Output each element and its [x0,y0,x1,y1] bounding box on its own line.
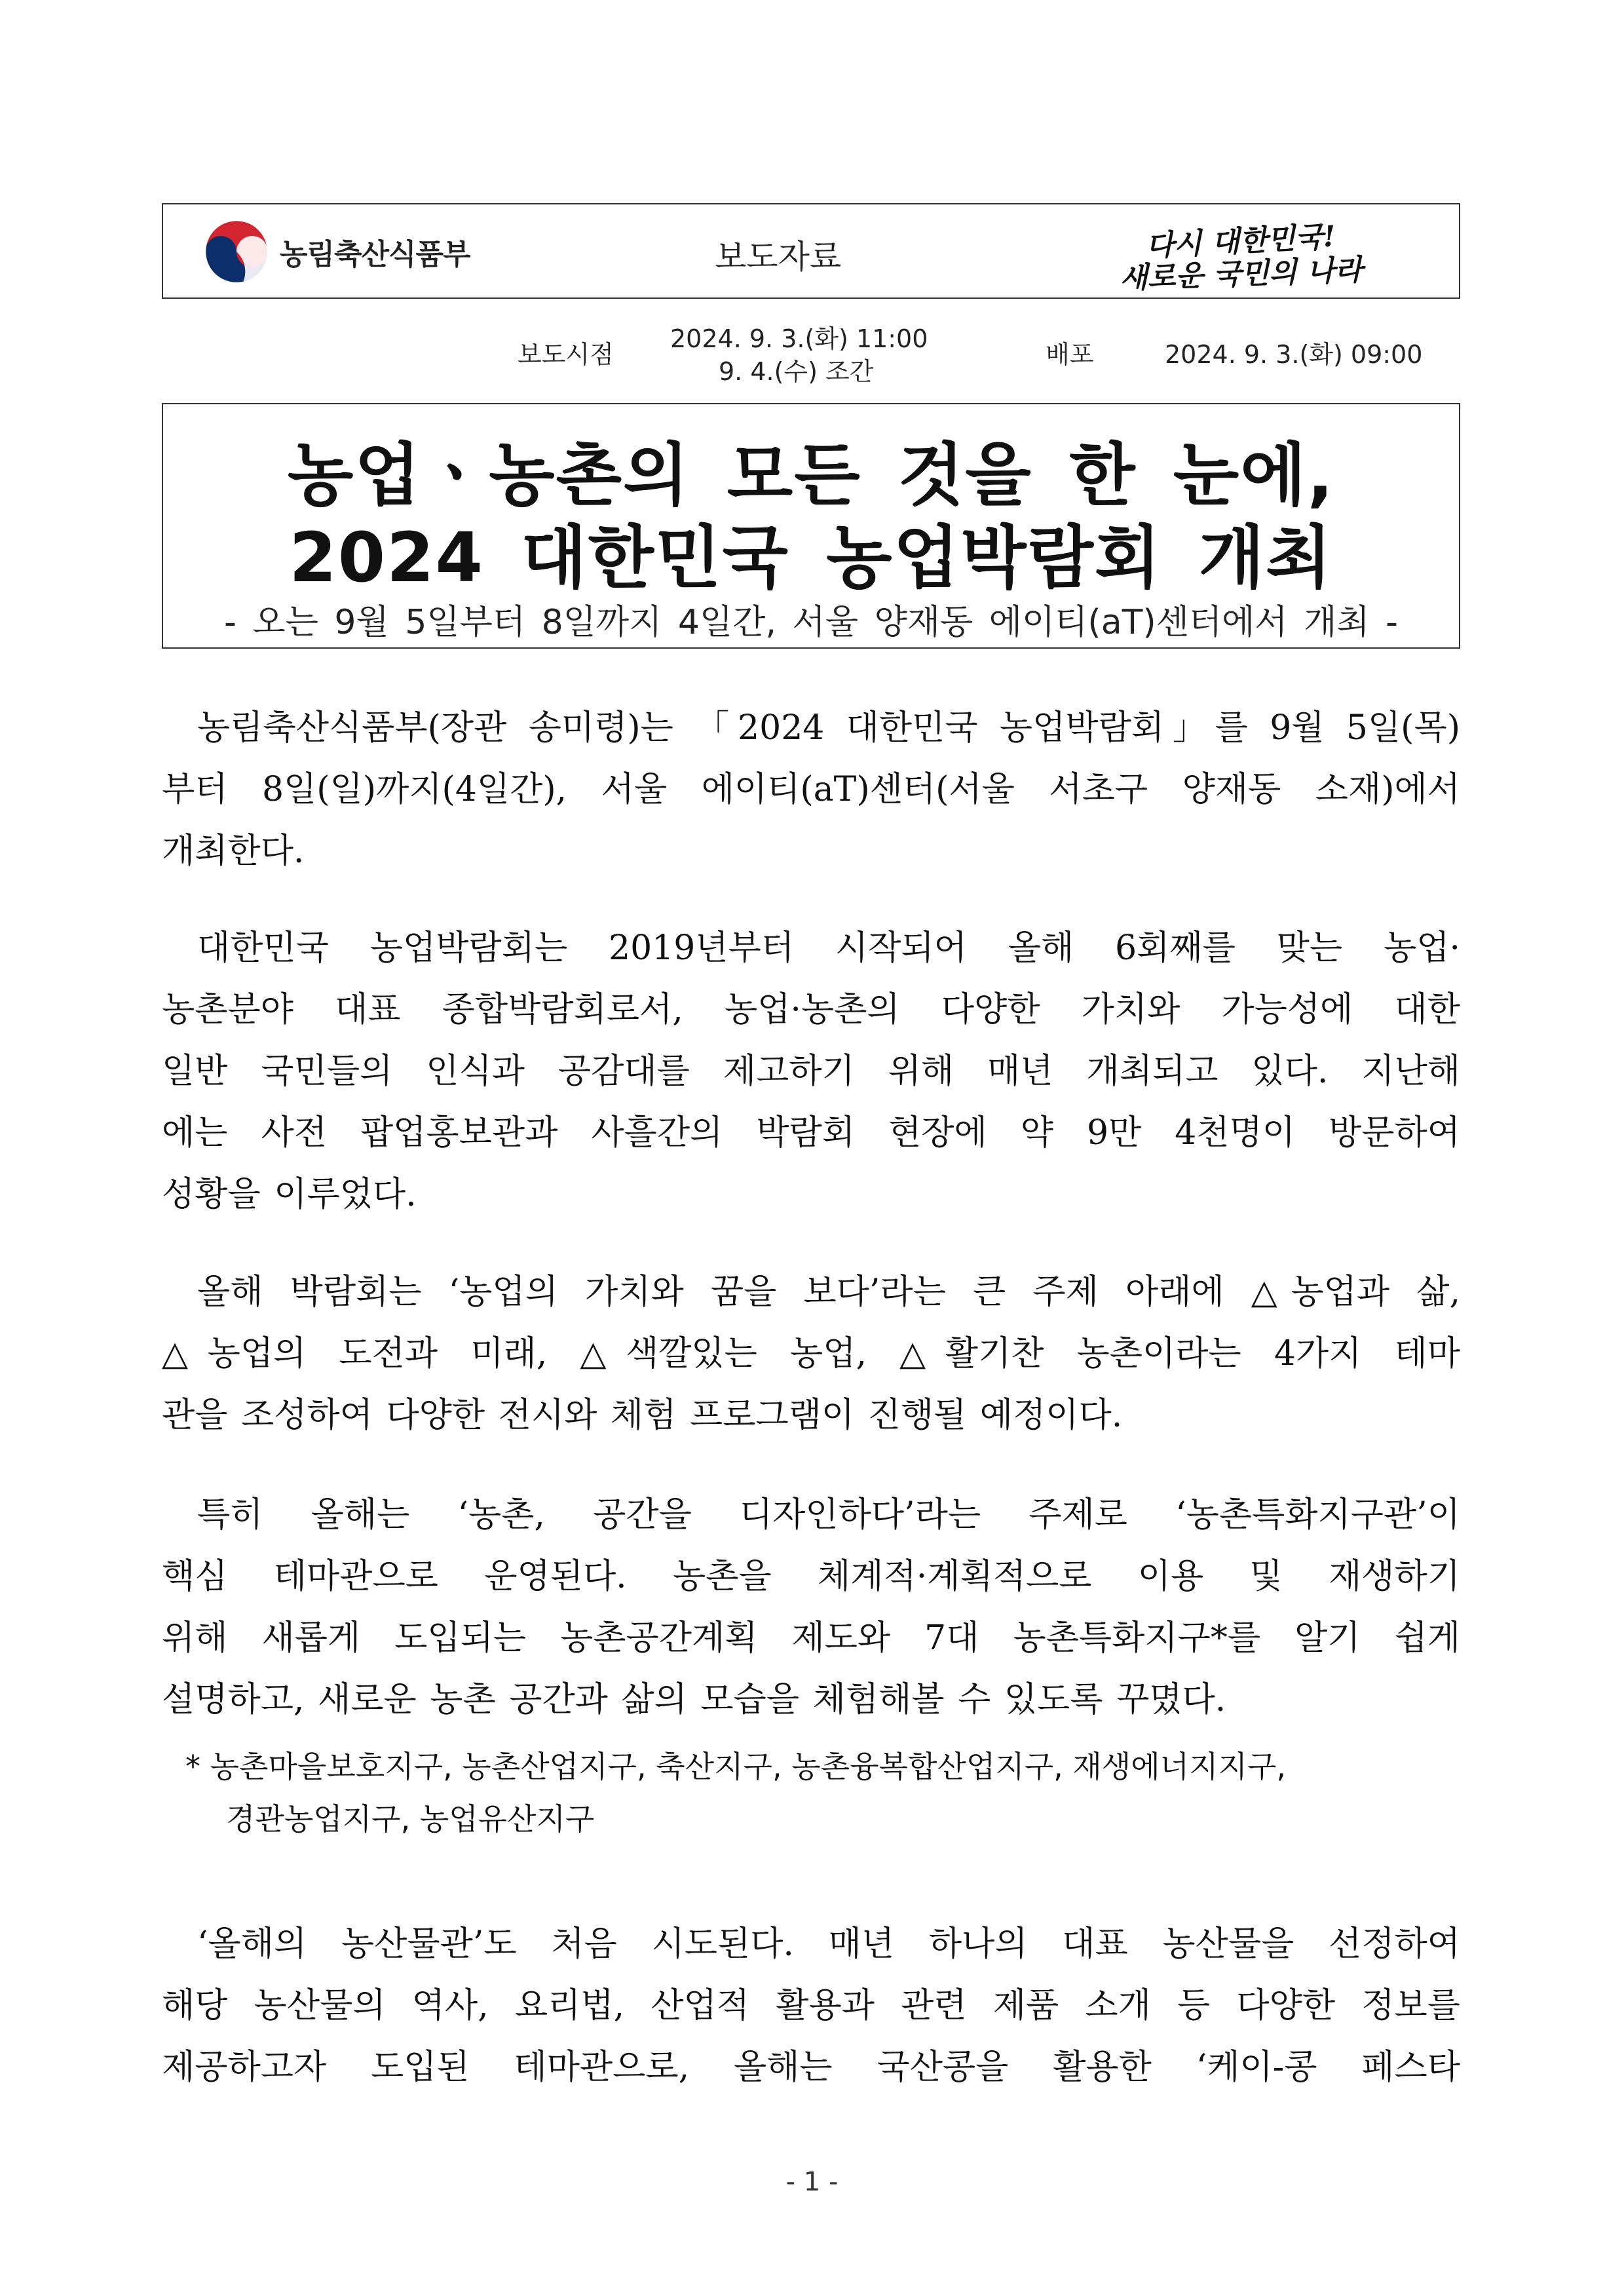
taegeuk-emblem-icon [202,218,271,286]
header-box [162,203,1460,299]
paragraph-line: 대한민국 농업박람회는 2019년부터 시작되어 올해 6회째를 맞는 농업· [197,928,1460,968]
paragraph-line: 부터 8일(일)까지(4일간), 서울 에이티(aT)센터(서울 서초구 양재동 소재)에서 [162,770,1460,809]
document-type: 보도자료 [715,238,842,276]
paragraph-line: 핵심 테마관으로 운영된다. 농촌을 체계적·계획적으로 이용 및 재생하기 [162,1557,1460,1596]
footnote-line: 경관농업지구, 농업유산지구 [226,1801,595,1837]
paragraph-line: 특히 올해는 ‘농촌, 공간을 디자인하다’라는 주제로 ‘농촌특화지구관’이 [197,1495,1460,1535]
release-time-line1: 2024. 9. 3.(화) 11:00 [670,324,928,353]
slogan-line-2: 새로운 국민의 나라 [1119,253,1363,296]
title-box [162,403,1460,649]
paragraph-line: 성황을 이루었다. [162,1175,417,1214]
headline-line-1: 농업ㆍ농촌의 모든 것을 한 눈에, [287,435,1335,515]
paragraph-line: 위해 새롭게 도입되는 농촌공간계획 제도와 7대 농촌특화지구*를 알기 쉽게 [162,1618,1460,1658]
ministry-name: 농림축산식품부 [280,238,470,271]
paragraph-5 [162,1913,1460,2098]
paragraph-line: 설명하고, 새로운 농촌 공간과 삶의 모습을 체험해볼 수 있도록 꾸몄다. [162,1680,1226,1719]
release-time-label: 보도시점 [518,340,614,369]
paragraph-line: 개최한다. [162,832,305,871]
paragraph-line: ‘올해의 농산물관’도 처음 시도된다. 매년 하나의 대표 농산물을 선정하여 [197,1924,1460,1964]
paragraph-line: 관을 조성하여 다양한 전시와 체험 프로그램이 진행될 예정이다. [162,1396,1123,1435]
page-number: - 1 - [785,2167,839,2197]
slogan-line-1: 다시 대한민국! [1145,220,1337,263]
paragraph-line: 일반 국민들의 인식과 공감대를 제고하기 위해 매년 개최되고 있다. 지난해 [162,1052,1460,1091]
paragraph-4 [162,1484,1460,1731]
slogan-calligraphy [1100,212,1441,296]
paragraph-1 [162,697,1460,882]
paragraph-line: 농림축산식품부(장관 송미령)는 「2024 대한민국 농업박람회」를 9월 5일(목) [197,708,1460,748]
release-time-line2: 9. 4.(수) 조간 [719,357,874,386]
paragraph-3 [162,1261,1460,1446]
paragraph-line: 해당 농산물의 역사, 요리법, 산업적 활용과 관련 제품 소개 등 다양한 정보를 [162,1986,1460,2025]
paragraph-2 [162,917,1460,1225]
subheadline: - 오는 9월 5일부터 8일까지 4일간, 서울 양재동 에이티(aT)센터에서 개최 - [224,603,1398,642]
distribution-label: 배포 [1046,340,1094,369]
paragraph-line: 농촌분야 대표 종합박람회로서, 농업·농촌의 다양한 가치와 가능성에 대한 [162,990,1460,1029]
footnote [185,1740,1460,1845]
headline-line-2: 2024 대한민국 농업박람회 개최 [289,518,1333,598]
ministry-logo [202,219,470,284]
paragraph-line: △농업의 도전과 미래, △색깔있는 농업, △활기찬 농촌이라는 4가지 테마 [162,1334,1460,1373]
footnote-line: * 농촌마을보호지구, 농촌산업지구, 축산지구, 농촌융복합산업지구, 재생에너지지구, [185,1749,1287,1784]
paragraph-line: 에는 사전 팝업홍보관과 사흘간의 박람회 현장에 약 9만 4천명이 방문하여 [162,1113,1460,1153]
paragraph-line: 제공하고자 도입된 테마관으로, 올해는 국산콩을 활용한 ‘케이-콩 페스타 [162,2048,1460,2087]
paragraph-line: 올해 박람회는 ‘농업의 가치와 꿈을 보다’라는 큰 주제 아래에 △농업과 삶, [197,1272,1460,1312]
distribution-time: 2024. 9. 3.(화) 09:00 [1165,340,1423,369]
